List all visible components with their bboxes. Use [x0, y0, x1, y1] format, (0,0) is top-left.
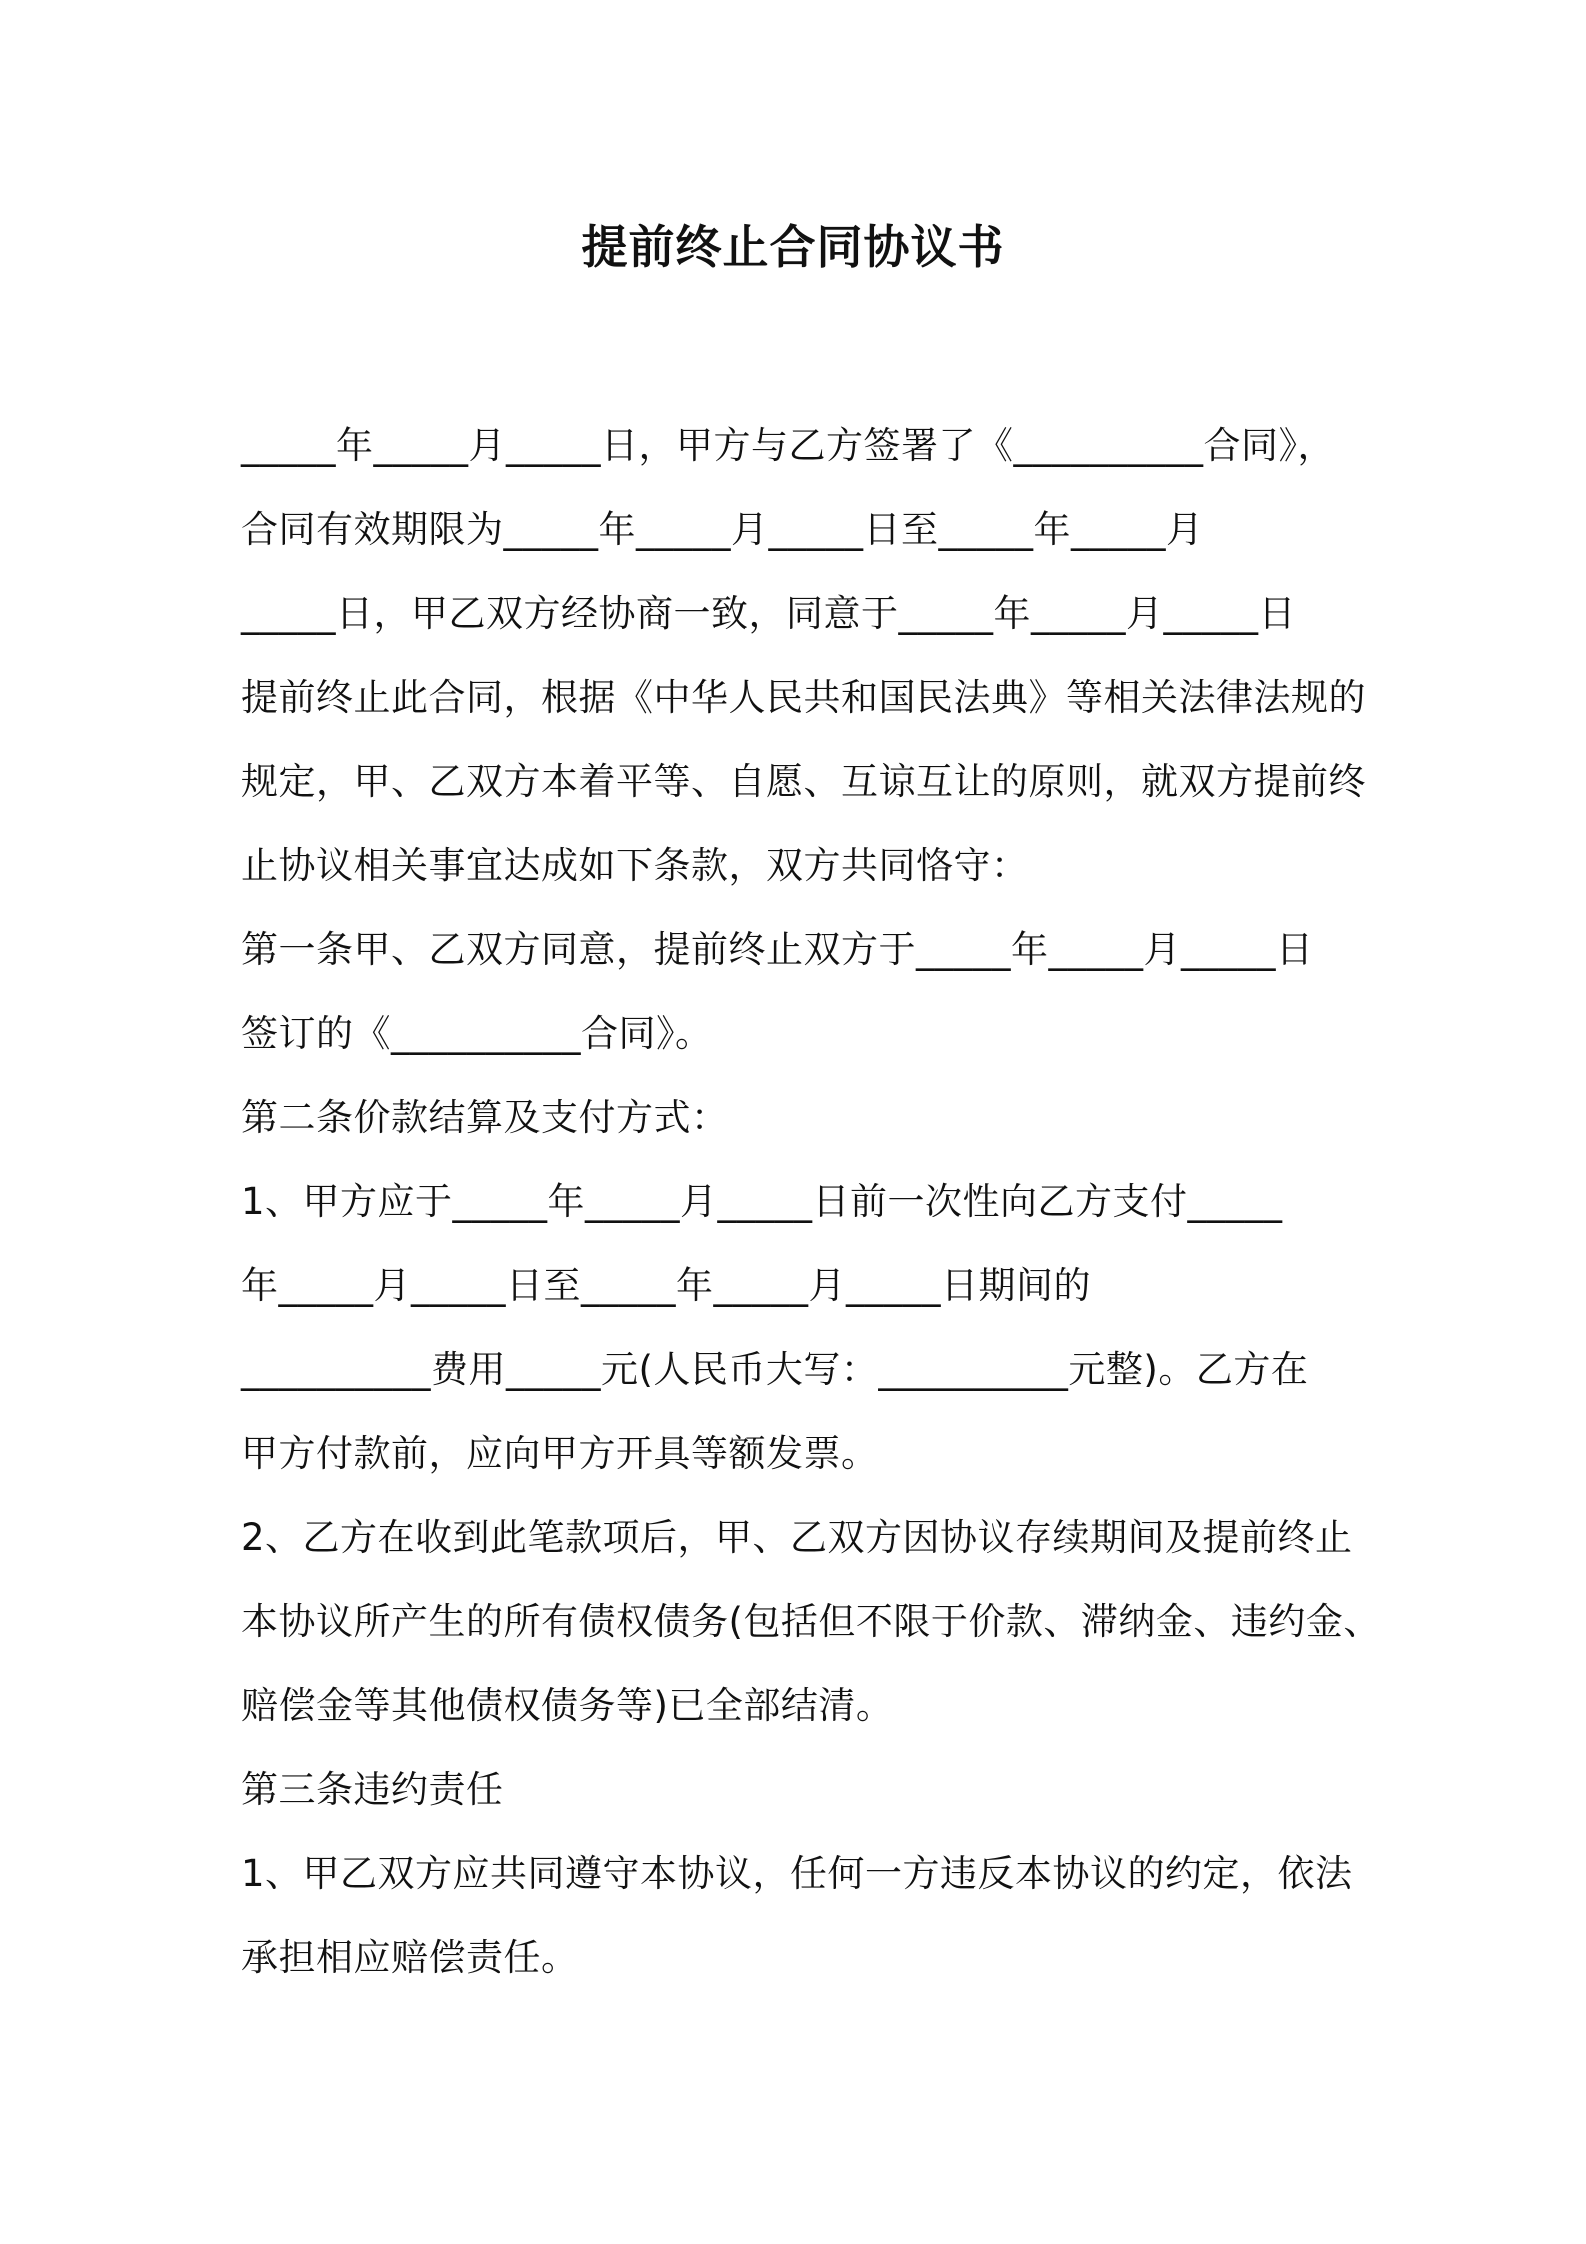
text-line: 止协议相关事宜达成如下条款，双方共同恪守： [241, 844, 1029, 887]
text-line: __________费用_____元(人民币大写：__________元整)。乙方在 [241, 1348, 1309, 1391]
text-line: 合同有效期限为_____年_____月_____日至_____年_____月 [241, 508, 1204, 551]
article-3-heading: 第三条违约责任 [241, 1768, 504, 1811]
text-line: 本协议所产生的所有债权债务(包括但不限于价款、滞纳金、违约金、 [241, 1600, 1381, 1643]
text-line: 甲方付款前，应向甲方开具等额发票。 [241, 1432, 879, 1475]
text-line: 提前终止此合同，根据《中华人民共和国民法典》等相关法律法规的 [241, 676, 1366, 719]
text-line: _____日，甲乙双方经协商一致，同意于_____年_____月_____日 [241, 592, 1296, 635]
clause-line: 1、甲方应于_____年_____月_____日前一次性向乙方支付_____ [241, 1180, 1283, 1223]
text-line: 规定，甲、乙双方本着平等、自愿、互谅互让的原则，就双方提前终 [241, 760, 1366, 803]
clause-line: 1、甲乙双方应共同遵守本协议，任何一方违反本协议的约定，依法 [241, 1852, 1353, 1895]
article-1-line: 第一条甲、乙双方同意，提前终止双方于_____年_____月_____日 [241, 928, 1314, 971]
text-line: 赔偿金等其他债权债务等)已全部结清。 [241, 1684, 894, 1727]
document-title: 提前终止合同协议书 [581, 220, 1005, 274]
text-line: 年_____月_____日至_____年_____月_____日期间的 [241, 1264, 1091, 1307]
clause-line: 2、乙方在收到此笔款项后，甲、乙双方因协议存续期间及提前终止 [241, 1516, 1353, 1559]
text-line: _____年_____月_____日，甲方与乙方签署了《__________合同》， [241, 424, 1335, 467]
article-2-heading: 第二条价款结算及支付方式： [241, 1096, 729, 1139]
document-body [241, 404, 1381, 2000]
text-line: 签订的《__________合同》。 [241, 1012, 713, 1055]
text-line: 承担相应赔偿责任。 [241, 1936, 579, 1979]
